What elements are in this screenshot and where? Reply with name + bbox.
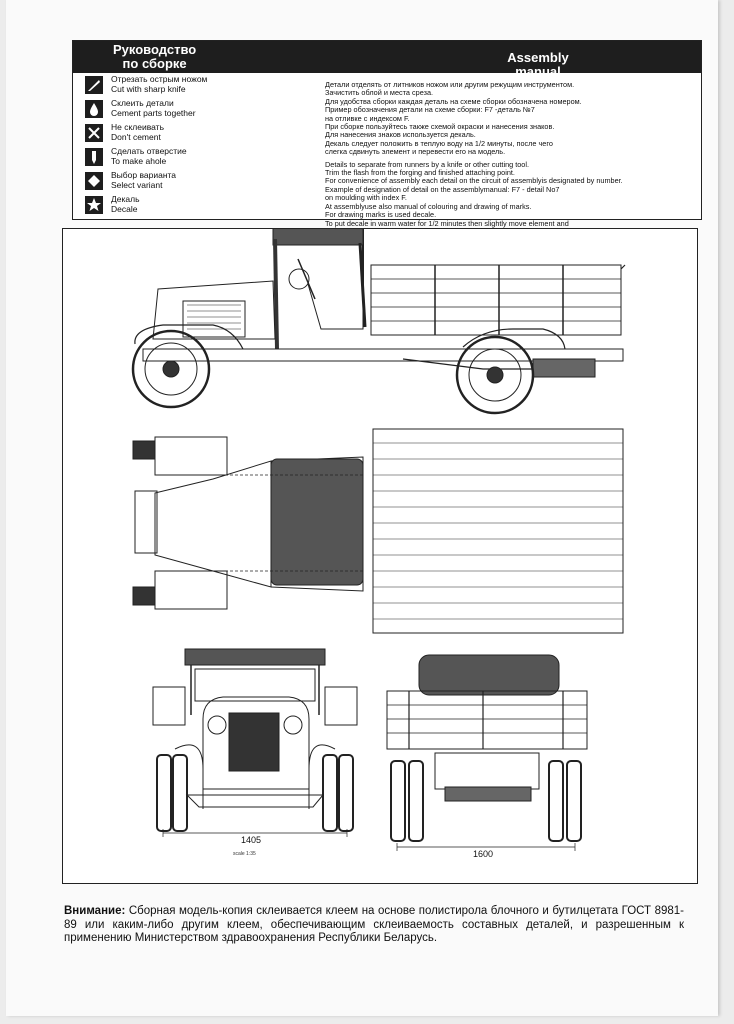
instruction-line: Декаль следует положить в теплую воду на 1/2 минуты, после чего: [325, 138, 553, 148]
title-ru-line1: Руководство: [113, 42, 197, 57]
instruction-line: Пример обозначения детали на схеме сборки: F7 -деталь №7: [325, 105, 535, 115]
truck-top-view: [133, 429, 623, 633]
instruction-line: on moulding with index F.: [325, 193, 407, 203]
legend-en: Don't cement: [111, 131, 161, 142]
truck-rear-view: [387, 655, 587, 851]
instruction-line: Details to separate from runners by a knife or other cutting tool.: [325, 159, 530, 169]
legend-item: [77, 73, 317, 97]
legend-ru: Не склеивать: [111, 122, 165, 132]
legend-en: Cement parts together: [111, 107, 196, 118]
legend-item: [77, 145, 317, 169]
drill-icon: [85, 148, 103, 166]
instruction-sheet: [6, 0, 718, 1016]
glue-drop-icon: [85, 100, 103, 118]
instruction-line: For drawing marks is used decale.: [325, 210, 437, 220]
instruction-line: Детали отделять от литников ножом или другим режущим инструментом.: [325, 80, 575, 89]
front-track-dimension: 1405: [241, 835, 262, 845]
instruction-line: Trim the flash from the forging and finished attaching point.: [325, 168, 515, 178]
instructions-text: [325, 81, 695, 236]
legend-item: [77, 97, 317, 121]
legend-ru: Выбор варианта: [111, 170, 177, 180]
legend-item: [77, 121, 317, 145]
no-cement-icon: [85, 124, 103, 142]
knife-icon: [85, 76, 103, 94]
legend-en: To make ahole: [111, 155, 167, 166]
instruction-header: [72, 40, 702, 228]
title-en-line2: manual: [515, 64, 561, 79]
instruction-line: Зачистить облой и места среза.: [325, 88, 434, 98]
legend-en: Select variant: [111, 179, 163, 190]
instruction-line: Example of designation of detail on the assemblymanual: F7 - detail No7: [325, 184, 560, 194]
truck-side-view: [133, 229, 625, 413]
instruction-line: Для удобства сборки каждая деталь на схеме сборки обозначена номером.: [325, 96, 582, 106]
instruction-line: At assemblyuse also manual of colouring and drawing of marks.: [325, 201, 532, 211]
instruction-line: При сборке пользуйтесь также схемой окраски и нанесения знаков.: [325, 122, 555, 132]
title-ru-line2: по сборке: [122, 56, 187, 71]
title-en-line1: Assembly: [507, 50, 569, 65]
decal-star-icon: [85, 196, 103, 214]
select-variant-icon: [85, 172, 103, 190]
instruction-line: Для нанесения знаков используется декаль.: [325, 130, 476, 140]
warning-footer: [64, 905, 684, 946]
instruction-line: на отливке с индексом F.: [325, 113, 410, 123]
drawing-frame: [62, 228, 698, 884]
instruction-line: For convenience of assembly each detail on the circuit of assemblyis designated by number.: [325, 176, 623, 186]
scale-note: scale 1:35: [233, 851, 256, 857]
warning-lead: Внимание:: [64, 905, 126, 917]
title-en: [478, 51, 598, 79]
legend-item: [77, 169, 317, 193]
rear-track-dimension: 1600: [473, 849, 494, 859]
legend-item: [77, 193, 317, 217]
legend-ru: Декаль: [111, 194, 140, 204]
legend-ru: Склеить детали: [111, 98, 174, 108]
legend-ru: Отрезать острым ножом: [111, 74, 208, 84]
legend-en: Decale: [111, 203, 138, 214]
instruction-line: To put decale in warm water for 1/2 minutes then slightly move element and: [325, 218, 569, 228]
legend-ru: Сделать отверстие: [111, 146, 187, 156]
truck-front-view: [153, 649, 357, 837]
warning-text: Сборная модель-копия склеивается клеем на основе полистирола блочного и бутилцетата ГОСТ 8981-89 или каким-либо другим клеем, обеспечивающим склеиваемость составных деталей, и разрешенным к применению Министерством здравоохранения Республики Беларусь.: [64, 905, 684, 944]
legend-list: [77, 73, 317, 217]
instruction-line: слегка сдвинуть элемент и перевести его на модель.: [325, 147, 506, 157]
title-ru: [113, 43, 196, 71]
legend-en: Cut with sharp knife: [111, 83, 186, 94]
